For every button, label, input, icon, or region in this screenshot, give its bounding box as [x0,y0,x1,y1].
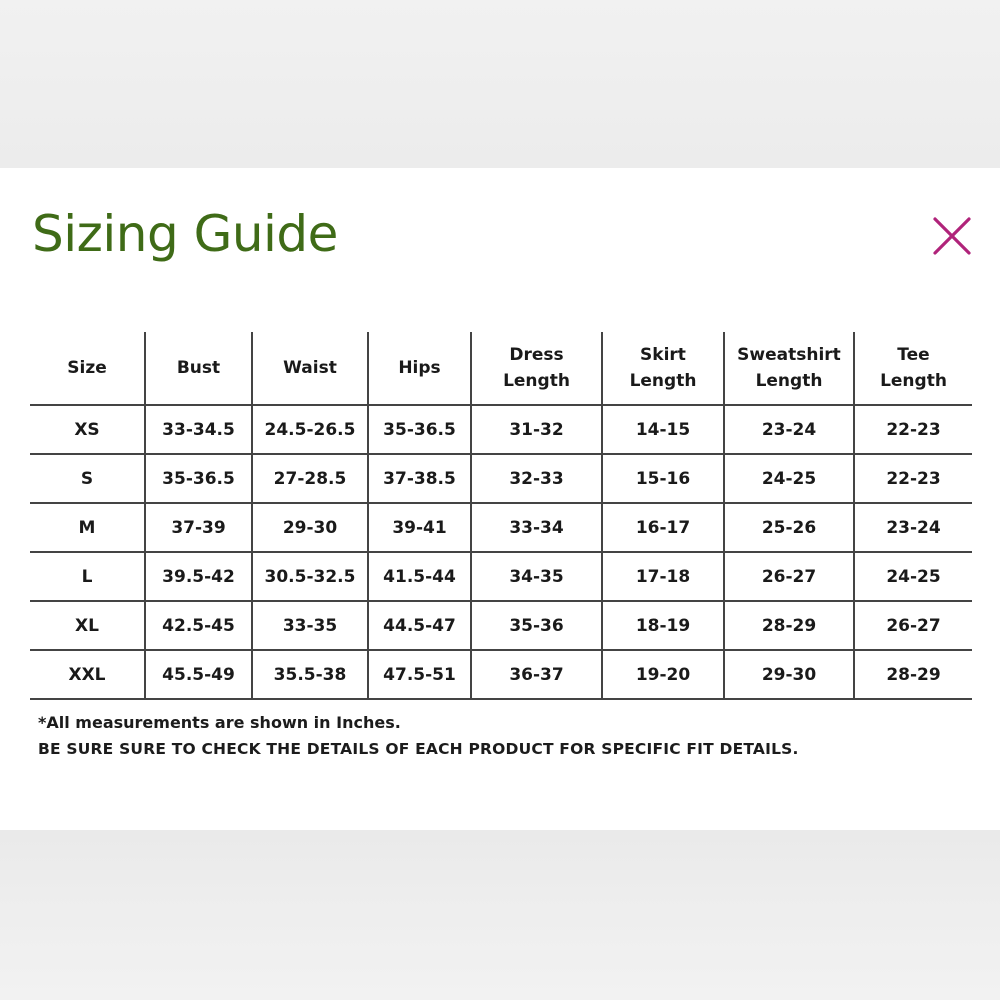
column-header-label: Skirt [640,345,686,365]
column-header [724,332,854,405]
measurement-cell: 28-29 [854,650,972,699]
column-header [854,332,972,405]
table-body [30,405,972,699]
column-header-label: Length [755,371,823,391]
measurement-cell: 35-36.5 [145,454,252,503]
measurement-cell: 24-25 [724,454,854,503]
measurement-cell: 22-23 [854,454,972,503]
measurement-cell: 39-41 [368,503,471,552]
measurement-cell: 32-33 [471,454,602,503]
measurement-cell: 35.5-38 [252,650,368,699]
fit-details-note: BE SURE SURE TO CHECK THE DETAILS OF EACH PRODUCT FOR SPECIFIC FIT DETAILS. [38,740,799,758]
measurement-cell: 14-15 [602,405,724,454]
measurement-cell: 35-36 [471,601,602,650]
measurement-cell: 27-28.5 [252,454,368,503]
measurement-cell: 34-35 [471,552,602,601]
size-notes [38,710,799,762]
size-cell: XL [30,601,145,650]
measurement-cell: 16-17 [602,503,724,552]
measurement-cell: 33-34.5 [145,405,252,454]
measurement-note: *All measurements are shown in Inches. [38,713,401,732]
size-chart-table [30,332,972,700]
measurement-cell: 22-23 [854,405,972,454]
size-cell: S [30,454,145,503]
measurement-cell: 37-39 [145,503,252,552]
table-row [30,650,972,699]
measurement-cell: 36-37 [471,650,602,699]
measurement-cell: 41.5-44 [368,552,471,601]
measurement-cell: 29-30 [724,650,854,699]
column-header-label: Waist [283,358,337,378]
column-header [252,332,368,405]
measurement-cell: 31-32 [471,405,602,454]
column-header [602,332,724,405]
page-background-bottom [0,830,1000,1000]
column-header-label: Tee [897,345,930,365]
page-background-top [0,0,1000,168]
column-header-label: Bust [176,358,221,378]
column-header-label: Dress [509,345,564,365]
column-header [471,332,602,405]
size-cell: M [30,503,145,552]
measurement-cell: 17-18 [602,552,724,601]
measurement-cell: 29-30 [252,503,368,552]
measurement-cell: 26-27 [854,601,972,650]
close-button[interactable] [930,214,974,258]
measurement-cell: 47.5-51 [368,650,471,699]
table-row [30,601,972,650]
column-header-label: Size [67,358,107,378]
column-header-label: Hips [398,358,441,378]
column-header [30,332,145,405]
measurement-cell: 37-38.5 [368,454,471,503]
table-row [30,503,972,552]
measurement-cell: 24.5-26.5 [252,405,368,454]
column-header [368,332,471,405]
measurement-cell: 19-20 [602,650,724,699]
measurement-cell: 39.5-42 [145,552,252,601]
column-header [145,332,252,405]
measurement-cell: 45.5-49 [145,650,252,699]
column-header-label: Length [503,371,570,391]
size-cell: L [30,552,145,601]
size-cell: XS [30,405,145,454]
measurement-cell: 35-36.5 [368,405,471,454]
measurement-cell: 25-26 [724,503,854,552]
column-header-label: Length [880,371,947,391]
measurement-cell: 33-34 [471,503,602,552]
measurement-cell: 23-24 [854,503,972,552]
measurement-cell: 44.5-47 [368,601,471,650]
column-header-label: Length [629,371,697,391]
table-row [30,552,972,601]
measurement-cell: 15-16 [602,454,724,503]
modal-title: Sizing Guide [32,205,338,263]
measurement-cell: 23-24 [724,405,854,454]
measurement-cell: 24-25 [854,552,972,601]
close-icon[interactable] [930,214,974,258]
table-row [30,405,972,454]
measurement-cell: 28-29 [724,601,854,650]
measurement-cell: 42.5-45 [145,601,252,650]
sizing-guide-modal [0,168,1000,830]
measurement-cell: 30.5-32.5 [252,552,368,601]
size-cell: XXL [30,650,145,699]
table-row [30,454,972,503]
column-header-label: Sweatshirt [737,345,841,365]
measurement-cell: 26-27 [724,552,854,601]
measurement-cell: 18-19 [602,601,724,650]
table-header-row [30,332,972,405]
measurement-cell: 33-35 [252,601,368,650]
